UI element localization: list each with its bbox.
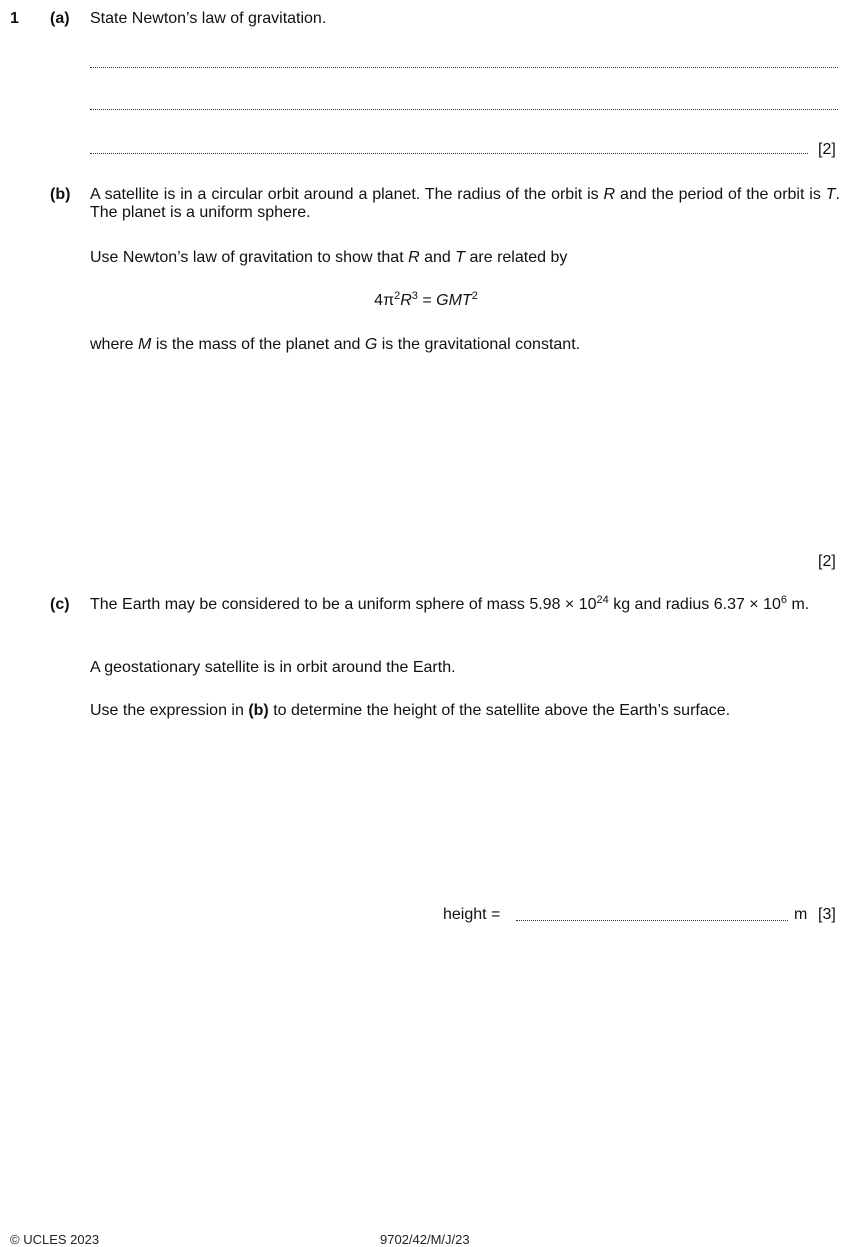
part-a-label: (a) (50, 10, 70, 27)
answer-line-1[interactable] (90, 67, 838, 68)
part-c-instruction: Use the expression in (b) to determine the height of the satellite above the Earth’s surface. (90, 702, 731, 719)
part-c-marks: [3] (818, 906, 836, 923)
footer-copyright: © UCLES 2023 (10, 1232, 100, 1247)
kepler-equation: $4\pi^2R^3 = GMT^2$ (374, 290, 478, 309)
part-c-geostationary: A geostationary satellite is in orbit around the Earth. (90, 659, 456, 676)
part-c-intro: The Earth may be considered to be a uniform sphere of mass $5.98 \times 10^{24}$ kg and radius $6.37 \times 10^6$ m. (90, 594, 810, 613)
height-label: height = (443, 906, 501, 923)
part-b-marks: [2] (818, 553, 836, 570)
part-a-marks: [2] (818, 141, 836, 158)
question-number: 1 (10, 10, 19, 27)
part-c-label: (c) (50, 596, 70, 613)
footer-paper-code: 9702/42/M/J/23 (380, 1232, 470, 1247)
part-b-intro: A satellite is in a circular orbit around a planet. The radius of the orbit is R and the period of the orbit is T. The planet is a uniform sphere. (90, 186, 840, 221)
height-answer-line[interactable] (516, 920, 788, 921)
part-a-prompt: State Newton’s law of gravitation. (90, 10, 327, 27)
part-b-instruction: Use Newton’s law of gravitation to show that R and T are related by (90, 249, 568, 266)
answer-line-2[interactable] (90, 109, 838, 110)
part-b-where: where M is the mass of the planet and G is the gravitational constant. (90, 336, 581, 353)
height-unit: m (794, 906, 808, 923)
answer-line-3[interactable] (90, 153, 808, 154)
part-b-label: (b) (50, 186, 71, 203)
